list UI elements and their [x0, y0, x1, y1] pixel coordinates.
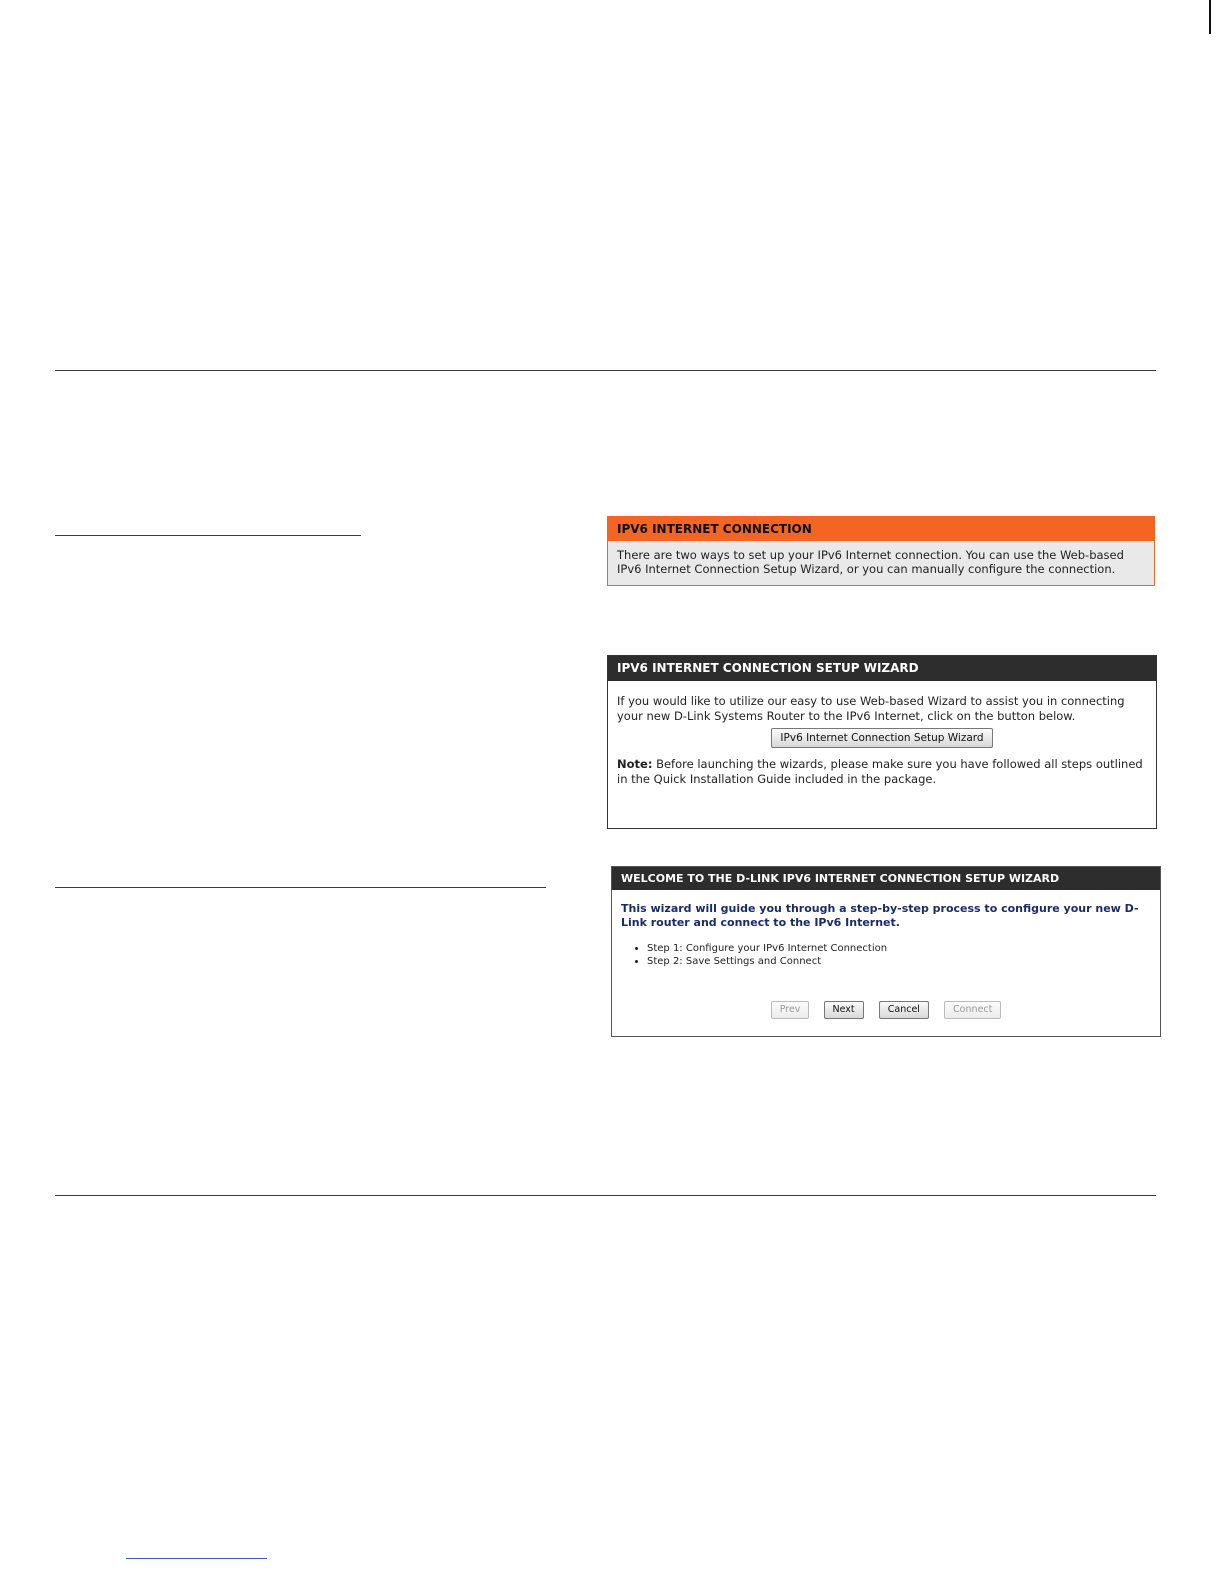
divider-section-2: [55, 887, 546, 888]
launch-setup-wizard-button[interactable]: IPv6 Internet Connection Setup Wizard: [771, 728, 992, 748]
setup-wizard-title: IPV6 INTERNET CONNECTION SETUP WIZARD: [608, 656, 1156, 681]
ipv6-connection-description: There are two ways to set up your IPv6 Internet connection. You can use the Web-based IPv6 Internet Connection Setup Wizard, or you can manually configure the connection.: [617, 548, 1124, 576]
note-label: Note:: [617, 757, 653, 771]
next-button[interactable]: Next: [824, 1001, 864, 1019]
divider-top: [55, 370, 1156, 371]
page-edge-line: [1209, 0, 1211, 34]
connect-button[interactable]: Connect: [944, 1001, 1001, 1019]
divider-section-1: [55, 535, 361, 536]
cancel-button[interactable]: Cancel: [879, 1001, 929, 1019]
wizard-nav-buttons: [612, 997, 1160, 1019]
wizard-steps-list: [612, 942, 1160, 968]
ipv6-connection-panel: [607, 516, 1155, 586]
prev-button[interactable]: Prev: [771, 1001, 810, 1019]
setup-wizard-button-row: [608, 726, 1156, 748]
ipv6-connection-title: IPV6 INTERNET CONNECTION: [608, 517, 1154, 541]
divider-bottom: [55, 1195, 1156, 1196]
welcome-wizard-title: WELCOME TO THE D-LINK IPV6 INTERNET CONNECTION SETUP WIZARD: [612, 867, 1160, 890]
setup-wizard-panel: [607, 655, 1157, 829]
setup-wizard-description: If you would like to utilize our easy to use Web-based Wizard to assist you in connecting your new D-Link Systems Router to the IPv6 Internet, click on the button below.: [617, 694, 1125, 723]
wizard-step-item: • Step 1: Configure your IPv6 Internet Connection: [647, 942, 1160, 955]
wizard-step-item: • Step 2: Save Settings and Connect: [647, 955, 1160, 968]
setup-wizard-note: [608, 757, 1156, 787]
welcome-wizard-panel: [611, 866, 1161, 1037]
footer-link-underline: [126, 1558, 267, 1559]
note-text: Before launching the wizards, please make sure you have followed all steps outlined in the Quick Installation Guide included in the package.: [617, 757, 1143, 786]
welcome-wizard-intro: This wizard will guide you through a step-by-step process to configure your new D-Link router and connect to the IPv6 Internet.: [621, 902, 1139, 929]
